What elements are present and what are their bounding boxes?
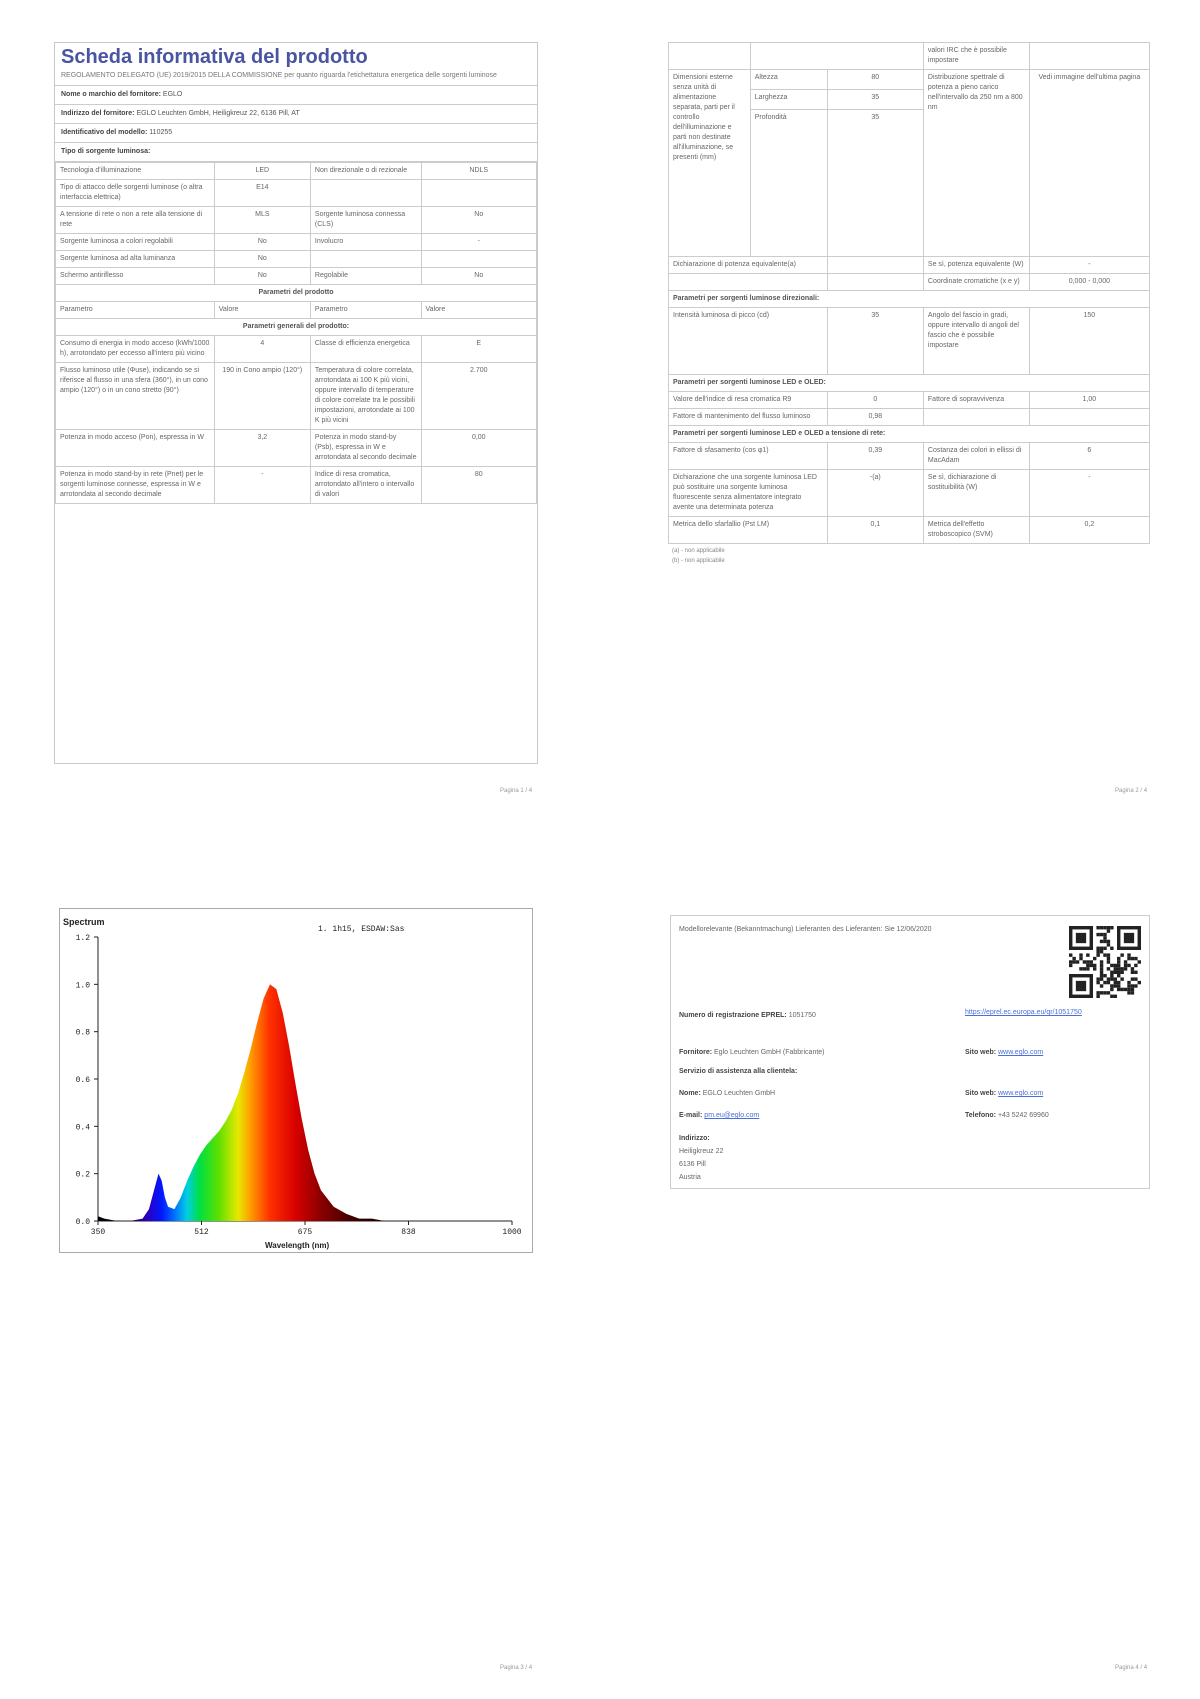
table-row: Sorgente luminosa ad alta luminanza No (56, 251, 537, 268)
y-tick-label: 0.2 (75, 1170, 90, 1180)
table-row: Potenza in modo stand-by in rete (Pnet) per le sorgenti luminose connesse, espressa in W e arrotondata al secondo decimale - Indice di resa cromatica, arrotondato all'intero o intervallo di valori 80 (56, 467, 537, 504)
table-row: Potenza in modo acceso (Pon), espressa in W 3,2 Potenza in modo stand-by (Psb), espressa in W e arrotondata al secondo decimale 0,00 (56, 430, 537, 467)
table-row: Larghezza 35 (669, 90, 1150, 110)
y-tick-label: 0.0 (75, 1218, 90, 1227)
page-number: Pagina 4 / 4 (1115, 1665, 1148, 1671)
y-tick-label: 0.8 (75, 1028, 90, 1038)
source-type-row: Tipo di sorgente luminosa: (55, 143, 537, 162)
x-tick-label: 675 (297, 1228, 313, 1237)
table-row: Dichiarazione di potenza equivalente(a) Se sì, potenza equivalente (W) - (669, 257, 1150, 274)
manufacturer-row: Fornitore: Eglo Leuchten GmbH (Fabbricante) (679, 1049, 825, 1056)
website-row: Sito web: www.eglo.com (965, 1049, 1044, 1056)
page-2 (668, 42, 1150, 662)
footnote: (a) - non applicabile (672, 548, 725, 554)
chart-title: Spectrum (63, 917, 105, 927)
table-row: Fattore di mantenimento del flusso luminoso 0,98 (669, 409, 1150, 426)
table-row: Valore dell'indice di resa cromatica R9 0 Fattore di sopravvivenza 1,00 (669, 392, 1150, 409)
table-row: Coordinate cromatiche (x e y) 0,000 - 0,000 (669, 274, 1150, 291)
website2-row: Sito web: www.eglo.com (965, 1090, 1044, 1097)
table-row: A tensione di rete o non a rete alla tensione di rete MLS Sorgente luminosa connessa (CLS) No (56, 207, 537, 234)
y-tick-label: 0.6 (75, 1076, 90, 1085)
page-number: Pagina 1 / 4 (500, 788, 533, 794)
spectrum-chart (59, 908, 533, 1253)
table-row: Dichiarazione che una sorgente luminosa LED può sostituire una sorgente luminosa fluorescente senza alimentatore integrato avente una determinata potenza -(a) Se sì, dichiarazione di sostituibilità (W) - (669, 470, 1150, 517)
y-tick-label: 1.2 (75, 934, 90, 943)
eprel-row: Numero di registrazione EPREL: 1051750 (679, 1012, 816, 1019)
table-row: Tecnologia d'illuminazione LED Non direzionale o di rezionale NDLS (56, 163, 537, 180)
page4-header: Modellorelevante (Bekanntmachung) Lieferanten des Lieferanten: Sie 12/06/2020 (679, 926, 932, 933)
eprel-link[interactable]: https://eprel.ec.europa.eu/qr/1051750 (965, 1009, 1082, 1016)
product-params-table (668, 42, 1150, 544)
dls-header-row: Parametri per sorgenti luminose direzionali: (669, 291, 1150, 308)
page-number: Pagina 2 / 4 (1115, 788, 1148, 794)
qr-code-icon[interactable] (1069, 926, 1141, 998)
y-tick-label: 0.4 (75, 1123, 90, 1133)
page-subtitle: REGOLAMENTO DELEGATO (UE) 2019/2015 DELLA COMMISSIONE per quanto riguarda l'etichettatura energetica delle sorgenti luminose (55, 71, 537, 86)
x-tick-label: 838 (401, 1228, 416, 1237)
table-row: Metrica dello sfarfallio (Pst LM) 0,1 Metrica dell'effetto stroboscopico (SVM) 0,2 (669, 517, 1150, 544)
supplier-address-row: Indirizzo del fornitore: EGLO Leuchten GmbH, Heiligkreuz 22, 6136 Pill, AT (55, 105, 537, 124)
page-1 (54, 42, 538, 764)
spectrum-chart-svg (60, 909, 532, 1252)
phone-row: Telefono: +43 5242 69960 (965, 1112, 1049, 1119)
supplier-name-row: Nome o marchio del fornitore: EGLO (55, 86, 537, 105)
table-row: Tipo di attacco delle sorgenti luminose (o altra interfaccia elettrica) E14 (56, 180, 537, 207)
footnote: (b) - non applicabile (672, 558, 725, 564)
spectrum-area (98, 984, 512, 1221)
x-axis-label: Wavelength (nm) (265, 1241, 330, 1250)
led-header-row: Parametri per sorgenti luminose LED e OLED: (669, 375, 1150, 392)
table-row: Intensità luminosa di picco (cd) 35 Angolo del fascio in gradi, oppure intervallo di angoli del fascio che è possibile impostare 150 (669, 308, 1150, 375)
table-row: Schermo antiriflesso No Regolabile No (56, 268, 537, 285)
dimensions-row: Dimensioni esterne senza unità di alimentazione separata, parti per il controllo dell'illuminazione e parti non destinate all'illuminazione, se presenti (mm) Altezza 80 Distribuzione spettrale di potenza a pieno carico nell'intervallo da 250 nm a 800 nm Vedi immagine dell'ultima pagina (669, 70, 1150, 90)
table-row: Fattore di sfasamento (cos φ1) 0,39 Costanza dei colori in ellissi di MacAdam 6 (669, 443, 1150, 470)
page-number: Pagina 3 / 4 (500, 1665, 533, 1671)
x-tick-label: 512 (194, 1228, 209, 1237)
x-tick-label: 1000 (502, 1228, 522, 1237)
table-row: Flusso luminoso utile (Φuse), indicando se si riferisce al flusso in una sfera (360°), in un cono ampio (120°) o in un cono stretto (90°) 190 in Cono ampio (120°) Temperatura di colore correlata, arrotondata ai 100 K più vicini, oppure intervallo di temperature di colore correlate tra le possibili impostazioni, arrotondate ai 100 K più vicini 2.700 (56, 363, 537, 430)
y-tick-label: 1.0 (75, 981, 90, 991)
name-row: Nome: EGLO Leuchten GmbH (679, 1090, 776, 1097)
page-4 (670, 915, 1150, 1189)
column-header-row: Parametro Valore Parametro Valore (56, 302, 537, 319)
source-type-table (55, 162, 537, 504)
page-title: Scheda informativa del prodotto (61, 46, 368, 68)
service-header: Servizio di assistenza alla clientela: (679, 1068, 798, 1075)
table-row: valori IRC che è possibile impostare (669, 43, 1150, 70)
x-tick-label: 350 (90, 1228, 106, 1237)
chart-legend: 1. 1h15, ESDAW:Sas (318, 925, 405, 934)
model-row: Identificativo del modello: 110255 (55, 124, 537, 143)
mains-header-row: Parametri per sorgenti luminose LED e OLED a tensione di rete: (669, 426, 1150, 443)
table-row: Profondità 35 (669, 110, 1150, 257)
general-header-row: Parametri generali del prodotto: (56, 319, 537, 336)
table-row: Consumo di energia in modo acceso (kWh/1000 h), arrotondato per eccesso all'intero più vicino 4 Classe di efficienza energetica E (56, 336, 537, 363)
params-header-row: Parametri del prodotto (56, 285, 537, 302)
table-row: Sorgente luminosa a colori regolabili No Involucro - (56, 234, 537, 251)
email-row: E-mail: pm.eu@eglo.com (679, 1112, 760, 1119)
address-block: Indirizzo: Heiligkreuz 22 6136 Pill Austria (679, 1135, 724, 1181)
